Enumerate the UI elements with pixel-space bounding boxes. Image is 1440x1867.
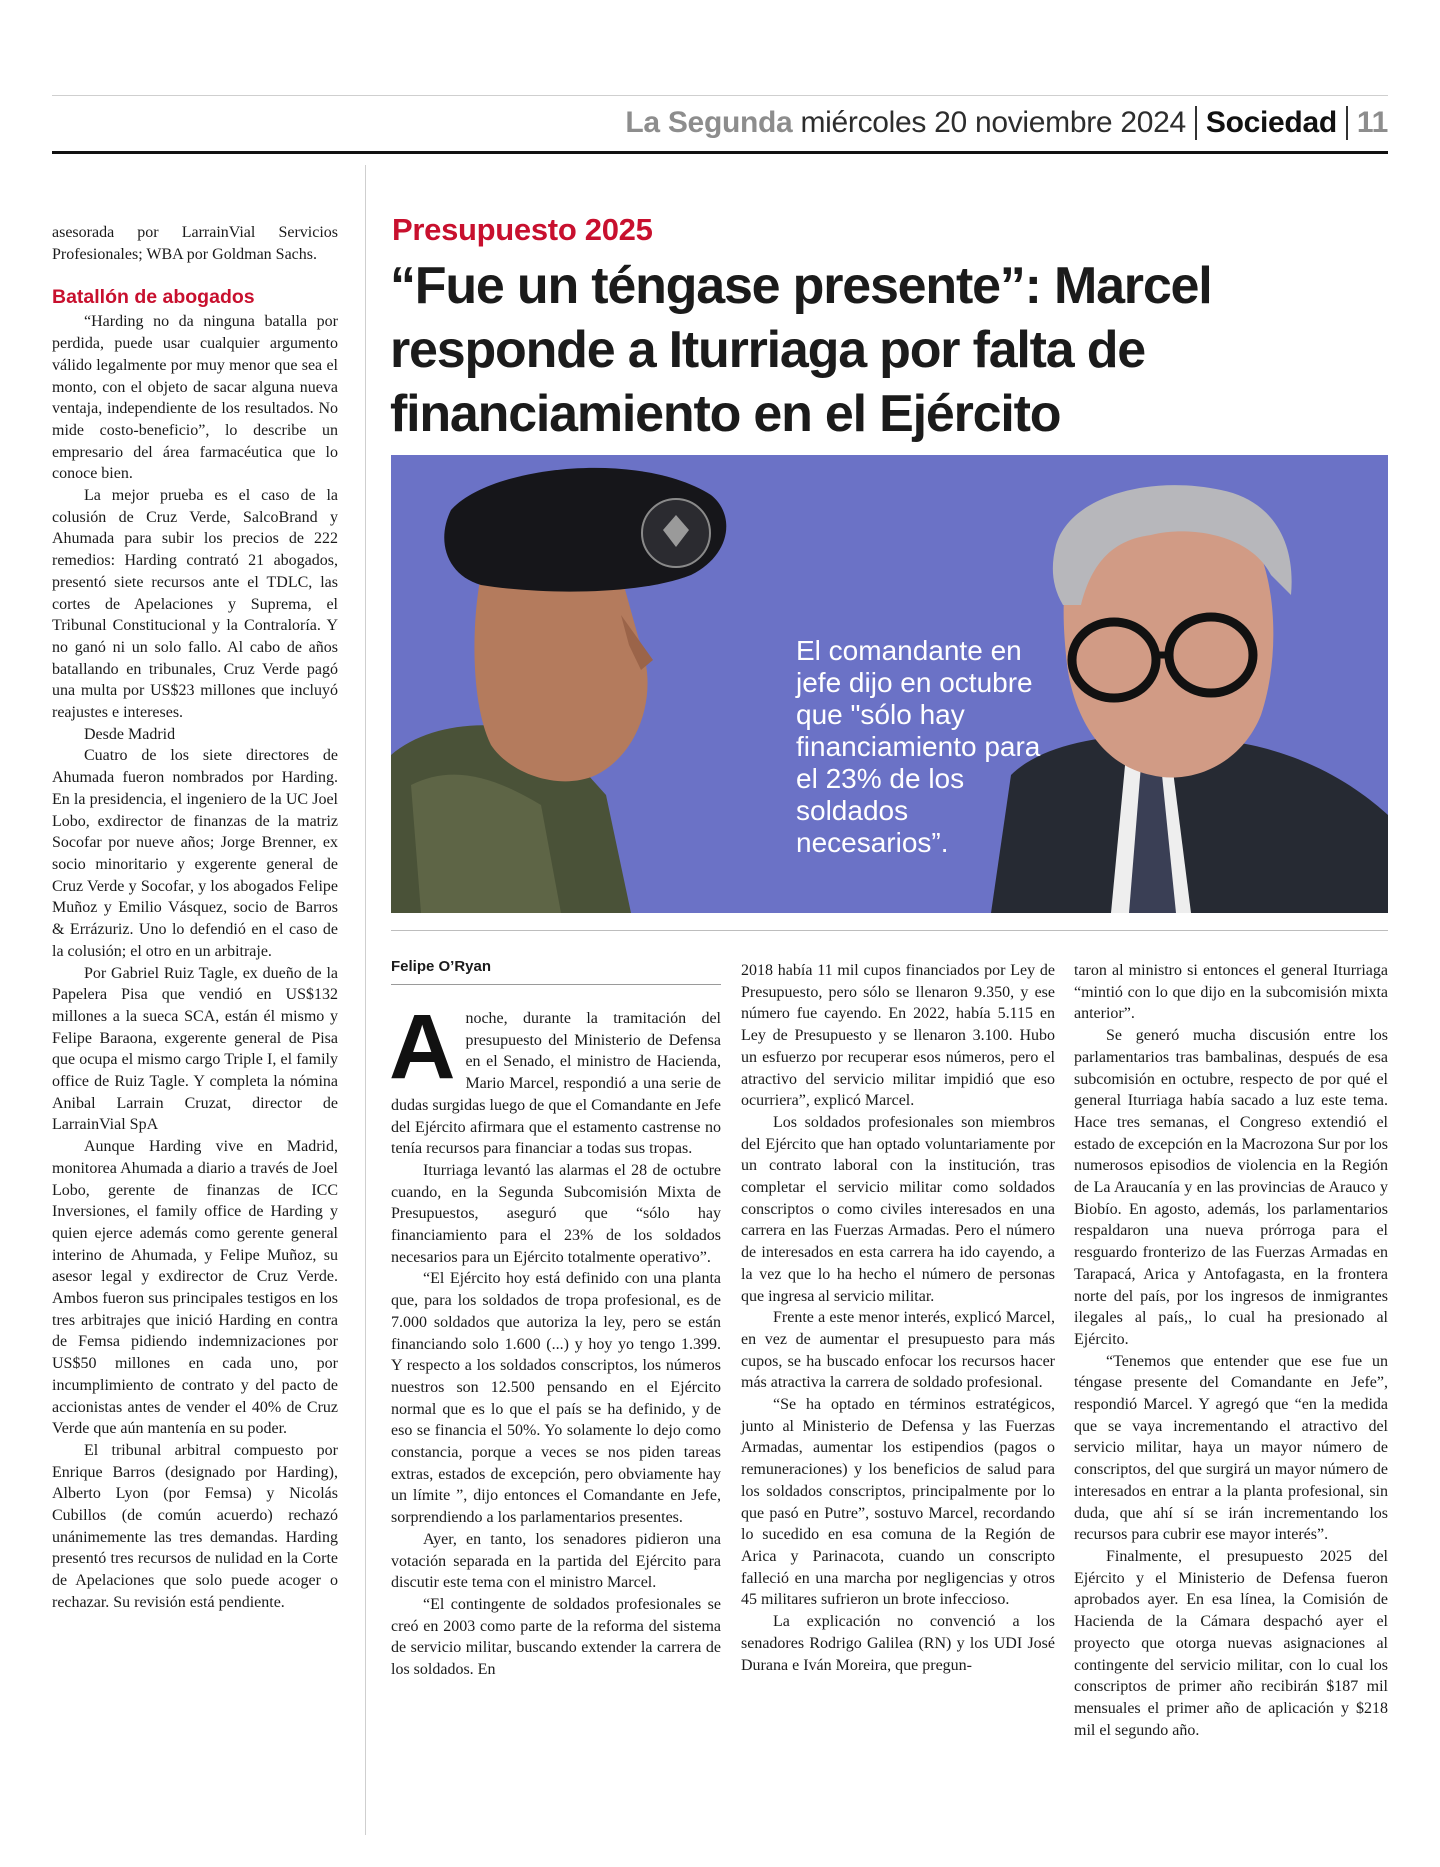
- photo-rule: [391, 930, 1388, 931]
- article-kicker: Presupuesto 2025: [392, 212, 653, 247]
- article-paragraph: Ayer, en tanto, los senadores pidieron una votación separada en la partida del Ejército para discutir este tema con el ministro Marcel.: [391, 1530, 721, 1592]
- article-paragraph: Los soldados profesionales son miembros del Ejército que han optado voluntariamente por un contrato laboral con la institución, tras completar el servicio militar como soldados conscriptos o como civiles interesados en una carrera en las Fuerzas Armadas. Pero el número de interesados en esta carrera ha ido cayendo, a la vez que lo ha hecho el número de personas que ingresa al servicio militar.: [741, 1113, 1055, 1305]
- left-paragraph: El tribunal arbitral compuesto por Enrique Barros (designado por Harding), Alberto Lyon (por Femsa) y Nicolás Cubillos (de común acuerdo) rechazó unánimemente las tres demandas. Harding presentó tres recursos de nulidad en la Corte de Apelaciones que solo puede acoger o rechazar. Su revisión está pendiente.: [52, 1441, 338, 1611]
- left-column: [52, 222, 338, 1614]
- left-paragraph: La mejor prueba es el caso de la colusión de Cruz Verde, SalcoBrand y Ahumada para subir los precios de 222 remedios: Harding contrató 21 abogados, presentó siete recursos ante el TDLC, las cortes de Apelaciones y Suprema, el Tribunal Constitucional y la Contraloría. Y no ganó ni un solo fallo. Al cabo de años batallando en tribunales, Cruz Verde pagó una multa por US$23 millones que incluyó reajustes e intereses.: [52, 487, 338, 722]
- article-paragraph: “Tenemos que entender que ese fue un téngase presente del Comandante en Jefe”, respondió Marcel. Y agregó que “en la medida que se vaya incrementando el atractivo del servicio militar, haya un mayor número de conscriptos, del que surgirá un mayor número de interesados en entrar a la planta profesional, sin duda, que ahí sí se irán incrementando los recursos para cubrir ese mayor interés”.: [1074, 1352, 1388, 1544]
- byline-block: [391, 958, 721, 985]
- article-column-2: [741, 960, 1055, 1676]
- left-intro: asesorada por LarrainVial Servicios Profesionales; WBA por Goldman Sachs.: [52, 224, 338, 263]
- article-paragraph: taron al ministro si entonces el general Iturriaga “mintió con lo que dijo en la subcomisión mixta anterior”.: [1074, 962, 1388, 1023]
- left-subhead: Batallón de abogados: [52, 286, 255, 309]
- article-paragraph: Frente a este menor interés, explicó Marcel, en vez de aumentar el presupuesto para más cupos, se ha buscado enfocar los recursos hacer más atractiva la carrera de soldado profesional.: [741, 1309, 1055, 1392]
- left-paragraph: Por Gabriel Ruiz Tagle, ex dueño de la Papelera Pisa que vendió en US$132 millones a la sueca SCA, están él mismo y Felipe Baraona, exgerente general de Pisa que ocupa el mismo cargo Triple I, el family office de Ruiz Tagle. Y completa la nómina Anibal Larrain Cruzat, director de LarrainVial SpA: [52, 964, 338, 1134]
- article-paragraph: 2018 había 11 mil cupos financiados por Ley de Presupuesto, pero sólo se llenaron 9.350, y ese número fue cayendo. En 2022, había 5.115 en Ley de Presupuesto y se llenaron 3.100. Hubo un esfuerzo por recuperar esos números, pero el atractivo del servicio militar impidió que eso ocurriera”, explicó Marcel.: [741, 962, 1055, 1110]
- article-paragraph: “El Ejército hoy está definido con una planta que, para los soldados de tropa profesional, es de 7.000 soldados que autoriza la ley, pero se están financiando solo 1.600 (...) y hoy yo tengo 1.399. Y respecto a los soldados conscriptos, los números nuestros son 12.500 pensando en el Ejército normal que es lo que el país se ha definido, y de eso se financia el 50%. Yo solamente lo dejo como constancia, porque a veces se nos piden tareas extras, estados de excepción, pero obviamente hay un límite ”, dijo entonces el Comandante en Jefe, sorprendiendo a los parlamentarios presentes.: [391, 1270, 721, 1527]
- issue-date: miércoles 20 noviembre 2024: [800, 106, 1186, 139]
- top-rule: [52, 95, 1388, 96]
- photo-quote: El comandante en jefe dijo en octubre que "sólo hay financiamiento para el 23% de los soldados necesarios”.: [796, 635, 1041, 858]
- dropcap-letter: A: [389, 996, 456, 1098]
- article-paragraph: “El contingente de soldados profesionales se creó en 2003 como parte de la reforma del sistema de servicio militar, buscando extender la carrera de los soldados. En: [391, 1595, 721, 1679]
- left-paragraph: “Harding no da ninguna batalla por perdida, puede usar cualquier argumento válido legalmente por muy menor que sea el monto, con el objeto de sacar alguna nueva ventaja, independiente de los resultados. No mide costo-beneficio”, lo describe un empresario del área farmacéutica que lo conoce bien.: [52, 313, 338, 483]
- header-separator: [1195, 106, 1197, 140]
- header-rule: [52, 151, 1388, 154]
- article-paragraph: “Se ha optado en términos estratégicos, junto al Ministerio de Defensa y las Fuerzas Armadas, aumentar los estipendios (pagos o remuneraciones) y los beneficios de salud para los soldados conscriptos, principalmente por lo que pasó en Putre”, sostuvo Marcel, recordando lo sucedido en esa comuna de la Región de Arica y Parinacota, cuando un conscripto falleció en una marcha por negligencias y otros 45 militares sufrieron un brote infeccioso.: [741, 1396, 1055, 1609]
- article-paragraph: La explicación no convenció a los senadores Rodrigo Galilea (RN) y los UDI José Durana e Iván Moreira, que pregun-: [741, 1613, 1055, 1674]
- left-paragraph: Cuatro de los siete directores de Ahumada fueron nombrados por Harding. En la presidencia, el ingeniero de la UC Joel Lobo, exdirector de finanzas de la matriz Socofar por nueve años; Jorge Brenner, ex socio minoritario y exgerente general de Cruz Verde y Socofar, y los abogados Felipe Muñoz y Emilio Vásquez, socio de Barros & Errázuriz. Uno lo defendió en el caso de la colusión; el otro en un arbitraje.: [52, 747, 338, 960]
- byline-rule: [391, 984, 721, 985]
- article-paragraph: Iturriaga levantó las alarmas el 28 de octubre cuando, en la Segunda Subcomisión Mixta de Presupuestos, aseguró que “sólo hay financiamiento para el 23% de los soldados necesarios para un Ejército totalmente operativo”.: [391, 1161, 721, 1266]
- left-paragraph: Aunque Harding vive en Madrid, monitorea Ahumada a diario a través de Joel Lobo, gerente de finanzas de ICC Inversiones, el family office de Harding y quien ejerce además como gerente general interino de Ahumada, y Felipe Muñoz, su asesor legal y exdirector de Cruz Verde. Ambos fueron sus principales testigos en los tres arbitrajes que inició Harding en contra de Femsa pidiendo indemnizaciones por US$50 millones en cada uno, por incumplimiento de contrato y del pacto de accionistas antes de vender el 40% de Cruz Verde que aún mantenía en su poder.: [52, 1138, 338, 1438]
- left-intertitle: Desde Madrid: [84, 725, 176, 743]
- page-header: [52, 98, 1388, 148]
- column-divider: [365, 165, 366, 1835]
- lead-text: noche, durante la tramitación del presupuesto del Ministerio de Defensa en el Senado, el ministro de Hacienda, Mario Marcel, respondió a una serie de dudas surgidas luego de que el Comandante en Jefe del Ejército afirmara que el estamento castrense no tenía recursos para financiar a todas sus tropas.: [391, 1010, 721, 1158]
- article-paragraph: Se generó mucha discusión entre los parlamentarios tras bambalinas, después de esa subcomisión en octubre, respecto de por qué el general Iturriaga había sacado a luz este tema. Hace tres semanas, el Congreso extendió el estado de excepción en la Macrozona Sur por los numerosos episodios de violencia en la Región de La Araucanía y en las provincias de Arauco y Biobío. En agosto, además, los parlamentarios respaldaron una nueva prórroga para el resguardo fronterizo de las Fuerzas Armadas en Tarapacá, Arica y Antofagasta, en la frontera norte del país, por los ingresos de inmigrantes ilegales al país,, lo cual ha presionado al Ejército.: [1074, 1027, 1388, 1348]
- section-name: Sociedad: [1205, 106, 1337, 139]
- article-byline: Felipe O’Ryan: [391, 958, 492, 975]
- header-separator: [1346, 106, 1348, 140]
- article-headline: “Fue un téngase presente”: Marcel responde a Iturriaga por falta de financiamiento en el Ejército: [390, 257, 1212, 443]
- article-column-1: [389, 996, 721, 1681]
- article-column-3: [1074, 960, 1388, 1741]
- soldier-figure: [391, 468, 726, 913]
- newspaper-brand: La Segunda: [625, 106, 793, 139]
- page-number: 11: [1356, 106, 1388, 139]
- article-paragraph: Finalmente, el presupuesto 2025 del Ejército y el Ministerio de Defensa fueron aprobados ayer. En esa línea, la Comisión de Hacienda de la Cámara despachó ayer el proyecto que otorga nuevas asignaciones al contingente del servicio militar, con lo cual los conscriptos de primer año recibirán $187 mil mensuales el primer año de aplicación y $218 mil el segundo año.: [1074, 1547, 1388, 1739]
- article-lead-paragraph: [389, 996, 721, 1160]
